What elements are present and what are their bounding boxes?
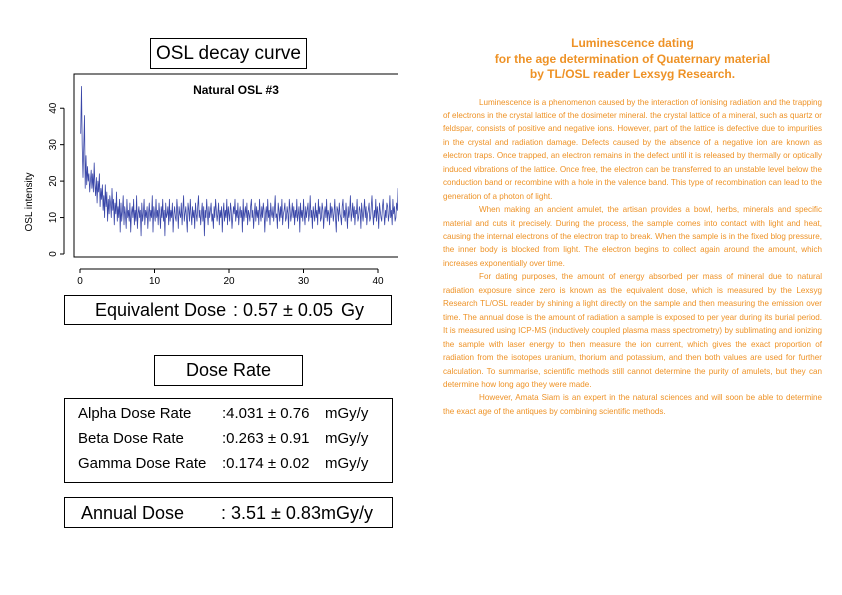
beta-dose-row — [65, 430, 392, 452]
chart-title: Natural OSL #3 — [193, 83, 279, 97]
alpha-dose-label: Alpha Dose Rate — [78, 405, 192, 422]
y-tick-label: 0 — [48, 251, 59, 257]
gamma-dose-value: :0.174 ± 0.02 — [222, 455, 310, 472]
x-tick-label: 10 — [148, 276, 161, 287]
equivalent-dose-value: : 0.57 ± 0.05 — [233, 300, 333, 320]
annual-dose-box — [64, 497, 393, 528]
article-paragraph: For dating purposes, the amount of energy absorbed per mass of mineral due to natural radiation exposure since zero is known as the equivalent dose, which is measured by the Lexsyg Research TL/OSL reader by shining a light directly on the sample and then measuring the emission over time. The annual dose is the amount of radiation a sample is exposed to per year during its burial period. It is measured using ICP-MS (inductively coupled plasma mass spectrometry) by sublimating and ionizing the sample with laser energy to then measure the ion current, which gives the exact proportion of radiation from the isotopes uranium, thorium and potassium, and then both values are used for further calculation. To summarise, scientific methods still cannot determine the purity of amulets, but they can determine how long ago they were made. — [443, 272, 822, 390]
article — [443, 36, 822, 418]
beta-dose-unit: mGy/y — [325, 430, 369, 447]
equivalent-dose-box — [64, 295, 392, 325]
dose-rate-title-box — [154, 355, 303, 386]
plot-frame — [74, 74, 398, 257]
osl-decay-chart — [18, 72, 398, 290]
article-paragraph: However, Amata Siam is an expert in the natural sciences and will soon be able to determine the exact age of the antiques by combining scientific methods. — [443, 393, 822, 416]
chart-title-box — [150, 38, 307, 69]
chart-title-label: OSL decay curve — [155, 42, 302, 64]
gamma-dose-unit: mGy/y — [325, 455, 369, 472]
article-title — [443, 36, 822, 83]
y-tick-label: 40 — [48, 102, 59, 114]
article-title-line: for the age determination of Quaternary material — [494, 51, 771, 66]
alpha-dose-unit: mGy/y — [325, 405, 369, 422]
y-tick-label: 10 — [48, 211, 59, 224]
y-tick-label: 20 — [48, 175, 59, 187]
axes — [48, 102, 384, 287]
dose-rate-title: Dose Rate — [185, 360, 272, 380]
equivalent-dose-unit: Gy — [341, 300, 365, 320]
article-paragraph: Luminescence is a phenomenon caused by the interaction of ionising radiation and the trapping of electrons in the crystal lattice of the dosimeter mineral. the crystal lattice of a mineral, such as quartz or feldspar, consists of positive and negative ions. However, part of the lattice is defective due to impurities in the crystal and radiation damage. Defects caused by the absence of a negative ion are known as electron traps. Once trapped, an electron remains in the defect until it is released by thermally or optically induced vibrations of the lattice. Once free, the electron can be transferred to an unstable level below the conduction band or recombine with a hole in the valence band. This type of recombination can lead to the generation of a photon of light. — [443, 97, 822, 201]
alpha-dose-row — [65, 405, 392, 427]
y-axis-label: OSL intensity — [24, 172, 35, 232]
beta-dose-label: Beta Dose Rate — [78, 430, 184, 447]
y-tick-label: 30 — [48, 139, 59, 151]
annual-dose-unit: mGy/y — [321, 503, 373, 523]
dose-rates-box — [64, 398, 393, 483]
osl-series-line — [81, 86, 398, 235]
equivalent-dose-label: Equivalent Dose — [95, 300, 227, 320]
annual-dose-label: Annual Dose — [81, 503, 185, 523]
x-tick-label: 20 — [223, 276, 235, 287]
article-body — [443, 96, 822, 419]
alpha-dose-value: :4.031 ± 0.76 — [222, 405, 310, 422]
article-title-line: by TL/OSL reader Lexsyg Research. — [529, 67, 736, 81]
data-series — [81, 86, 398, 235]
gamma-dose-label: Gamma Dose Rate — [78, 455, 207, 472]
article-title-line: Luminescence dating — [571, 36, 694, 50]
x-tick-label: 40 — [372, 276, 384, 287]
beta-dose-value: :0.263 ± 0.91 — [222, 430, 310, 447]
x-tick-label: 30 — [297, 276, 310, 287]
annual-dose-value: : 3.51 ± 0.83 — [221, 503, 321, 523]
article-paragraph: When making an ancient amulet, the artisan provides a bowl, herbs, minerals and specific material and cuts it precisely. During the process, the sample comes into contact with light and heat, causing the internal electrons of the electron trap to break. When the sample is in the fixed blog pressure, the inner body is blocked from light. The electron begins to collect again around the amount, which increases exponentially over time. — [443, 205, 822, 268]
x-tick-label: 0 — [77, 276, 83, 287]
gamma-dose-row — [65, 455, 392, 477]
